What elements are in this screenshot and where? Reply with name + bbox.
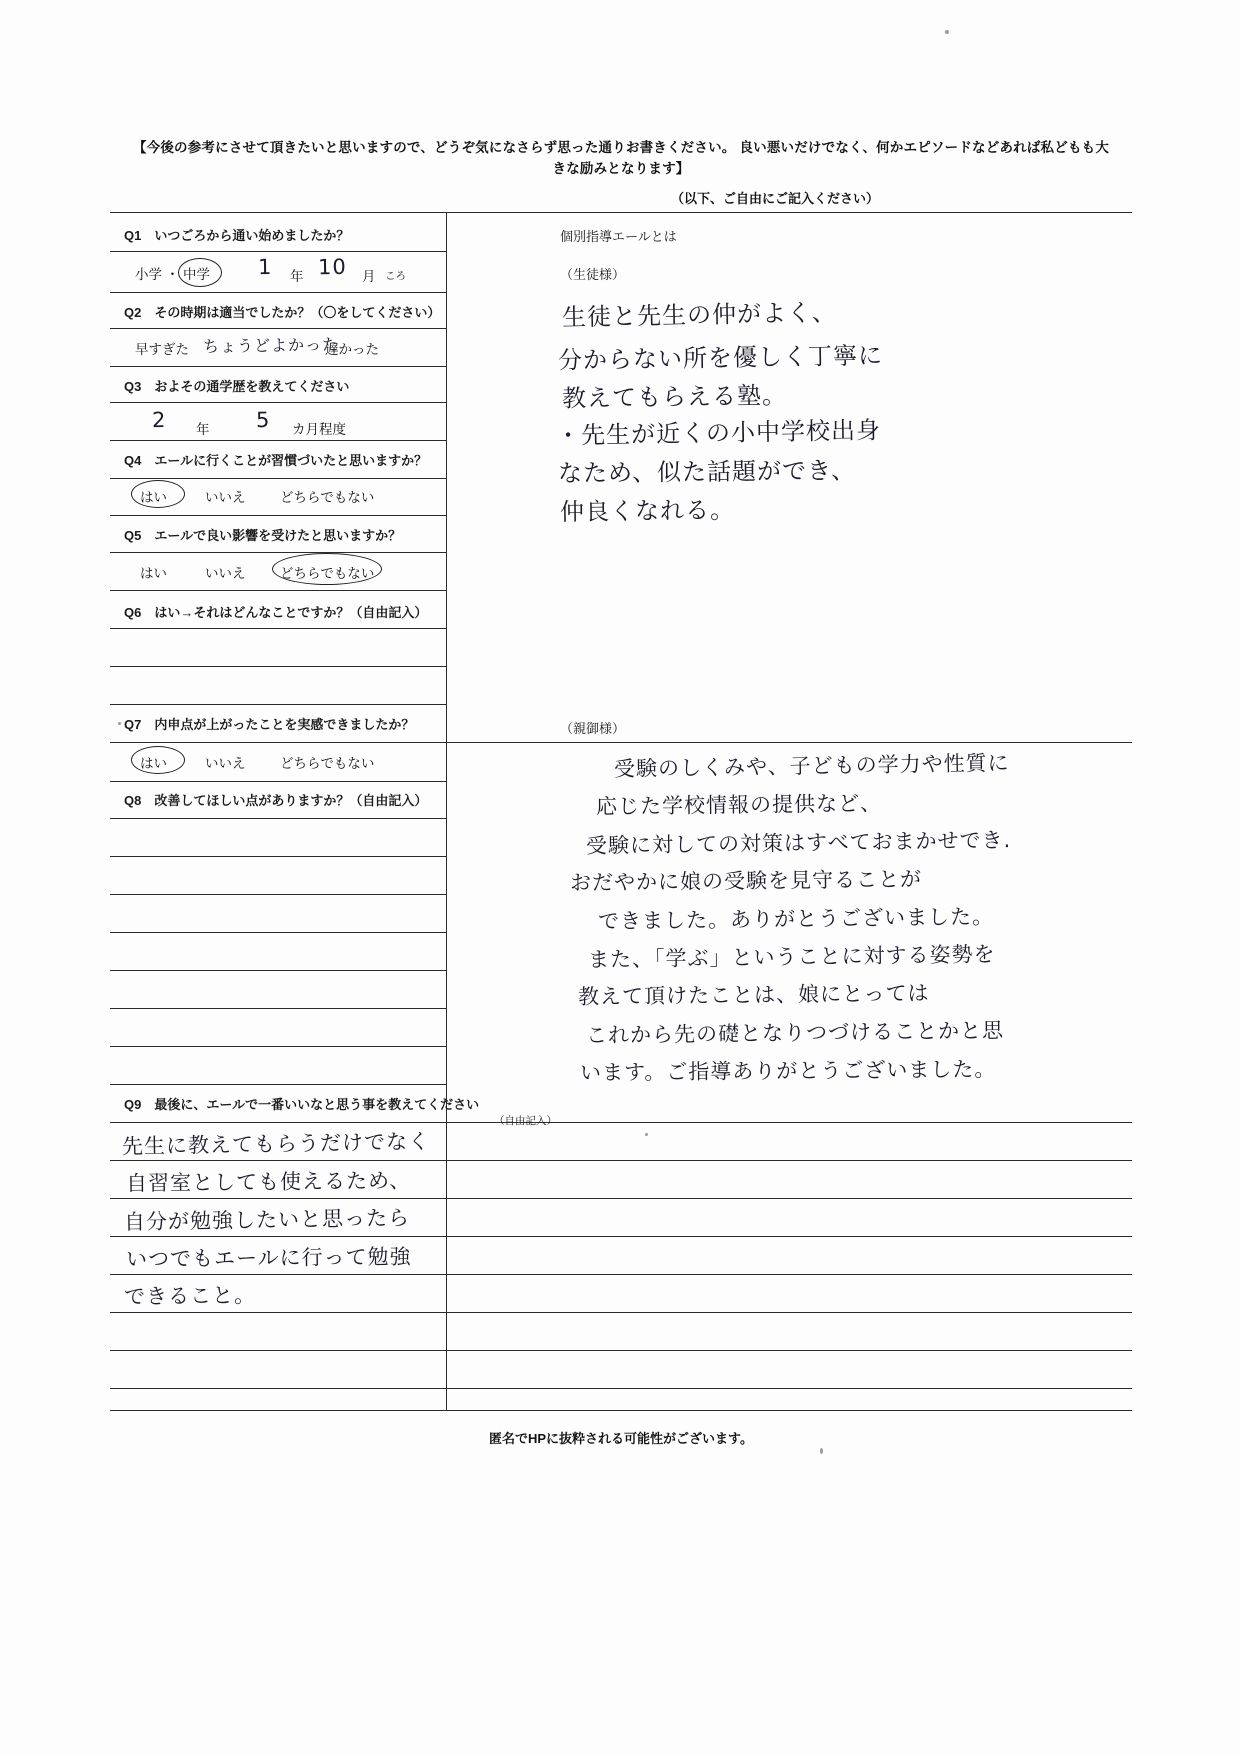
rule <box>110 402 447 403</box>
page-header <box>110 138 1132 180</box>
header-line-1: 【今後の参考にさせて頂きたいと思いますので、どうぞ気になさらず思った通りお書きください。 良い悪いだけでなく、何かエピソードなどあれば私どもも大 <box>132 140 1110 155</box>
q3-month-value: 5 <box>255 407 271 433</box>
parent-answer-line-7: これから先の礎となりつづけることかと思 <box>585 1018 1005 1048</box>
rule <box>110 666 447 667</box>
rule <box>110 1160 1132 1161</box>
rule <box>110 742 1132 743</box>
rule <box>110 1008 447 1009</box>
rule <box>110 970 447 971</box>
parent-answer-line-1: 応じた学校情報の提供など、 <box>595 791 883 819</box>
subheader-note: （以下、ご自由にご記入ください） <box>670 191 879 206</box>
q9-answer-line-2: 自分が勉強したいと思ったら <box>123 1205 411 1235</box>
student-answer-line-3: ・先生が近くの小中学校出身 <box>555 416 882 450</box>
rule <box>110 440 447 441</box>
parent-answer-line-4: できました。ありがとうございました。 <box>597 904 995 934</box>
q9-answer-line-0: 先生に教えてもらうだけでなく <box>121 1129 431 1159</box>
parent-answer-line-2: 受験に対しての対策はすべておまかせでき. <box>585 828 1012 858</box>
question-q2-label: Q2 その時期は適当でしたか？（〇をしてください） <box>124 305 441 320</box>
parent-answer-line-5: また、「学ぶ」ということに対する姿勢を <box>587 942 996 972</box>
rule <box>110 1198 1132 1199</box>
q4-option-0[interactable]: はい <box>140 490 167 505</box>
q2-option-0[interactable]: 早すぎた <box>135 342 189 357</box>
q3-year-unit: 年 <box>196 422 210 437</box>
student-answer-line-2: 教えてもらえる塾。 <box>561 381 788 413</box>
rule <box>110 366 447 367</box>
q5-option-1[interactable]: いいえ <box>205 566 246 581</box>
rule <box>110 328 447 329</box>
column-divider <box>446 212 447 1410</box>
q3-year-value: 2 <box>151 407 167 433</box>
page-footer: 匿名でHPに抜粋される可能性がございます。 <box>488 1431 754 1446</box>
question-q3-label: Q3 およその通学歴を教えてください <box>124 379 350 394</box>
student-answer-line-1: 分からない所を優しく丁寧に <box>557 341 884 375</box>
rule <box>110 1122 1132 1123</box>
rule <box>110 1312 1132 1313</box>
rule <box>110 932 447 933</box>
rule <box>110 552 447 553</box>
rule <box>110 704 447 705</box>
rule <box>110 1410 1132 1411</box>
right-column-title: 個別指導エールとは <box>560 229 677 244</box>
q9-answer-line-3: いつでもエールに行って勉強 <box>125 1244 412 1272</box>
rule <box>110 1274 1132 1275</box>
q2-option-2[interactable]: 遅かった <box>325 342 379 357</box>
rule <box>110 590 447 591</box>
question-q4-label: Q4 エールに行くことが習慣づいたと思いますか？ <box>124 453 428 468</box>
parent-answer-line-3: おだやかに娘の受験を見守ることが <box>569 867 923 895</box>
q7-option-2[interactable]: どちらでもない <box>280 756 375 771</box>
q7-option-0[interactable]: はい <box>140 756 167 771</box>
q9-answer-line-4: できること。 <box>123 1283 257 1309</box>
rule <box>110 628 447 629</box>
rule <box>110 1388 1132 1389</box>
parent-section-label: （親御様） <box>560 721 626 736</box>
q3-month-unit: カ月程度 <box>292 422 346 437</box>
scan-speck <box>820 1448 823 1454</box>
question-q7-label: Q7 内申点が上がったことを実感できましたか？ <box>124 717 415 732</box>
parent-answer-line-8: います。ご指導ありがとうございました。 <box>579 1057 997 1085</box>
rule <box>110 781 447 782</box>
q1-school-options[interactable]: 小学 ・ 中学 <box>135 267 211 282</box>
scan-speck <box>118 722 121 725</box>
q9-answer-line-1: 自習室としても使えるため、 <box>125 1168 412 1196</box>
q4-option-2[interactable]: どちらでもない <box>280 490 375 505</box>
header-line-2: きな励みとなります】 <box>552 160 690 176</box>
rule <box>110 251 447 252</box>
student-answer-line-4: なため、似た話題ができ、 <box>557 456 857 488</box>
rule <box>110 1236 1132 1237</box>
student-section-label: （生徒様） <box>560 267 626 282</box>
q1-year-unit: 年 <box>290 269 304 284</box>
rule <box>110 212 1132 213</box>
rule <box>110 894 447 895</box>
rule <box>110 478 447 479</box>
rule <box>110 515 447 516</box>
student-answer-line-0: 生徒と先生の仲がよく、 <box>561 298 837 332</box>
student-answer-line-5: 仲良くなれる。 <box>559 495 736 527</box>
parent-answer-line-0: 受験のしくみや、子どもの学力や性質に <box>613 750 1010 782</box>
q1-suffix: ころ <box>385 270 406 282</box>
q9-note: （自由記入） <box>494 1115 557 1127</box>
rule <box>110 1084 447 1085</box>
q1-year-value: 1 <box>257 254 273 280</box>
q1-month-value: 10 <box>317 254 347 280</box>
q7-option-1[interactable]: いいえ <box>205 756 246 771</box>
rule <box>110 818 447 819</box>
q5-option-2[interactable]: どちらでもない <box>280 566 375 581</box>
rule <box>110 1046 447 1047</box>
q5-option-0[interactable]: はい <box>140 566 167 581</box>
q1-month-unit: 月 <box>362 269 376 284</box>
question-q8-label: Q8 改善してほしい点がありますか？（自由記入） <box>124 793 428 808</box>
question-q9-label: Q9 最後に、エールで一番いいなと思う事を教えてください <box>124 1097 480 1112</box>
parent-answer-line-6: 教えて頂けたことは、娘にとっては <box>577 981 930 1009</box>
scan-speck <box>645 1133 648 1136</box>
rule <box>110 856 447 857</box>
question-q1-label: Q1 いつごろから通い始めましたか？ <box>124 228 350 243</box>
scan-speck <box>945 30 949 34</box>
q2-option-1[interactable]: ちょうどよかった <box>202 335 340 356</box>
rule <box>110 292 447 293</box>
question-q6-label: Q6 はい→それはどんなことですか？（自由記入） <box>124 605 428 620</box>
question-q5-label: Q5 エールで良い影響を受けたと思いますか？ <box>124 528 402 543</box>
q4-option-1[interactable]: いいえ <box>205 490 246 505</box>
rule <box>110 1350 1132 1351</box>
